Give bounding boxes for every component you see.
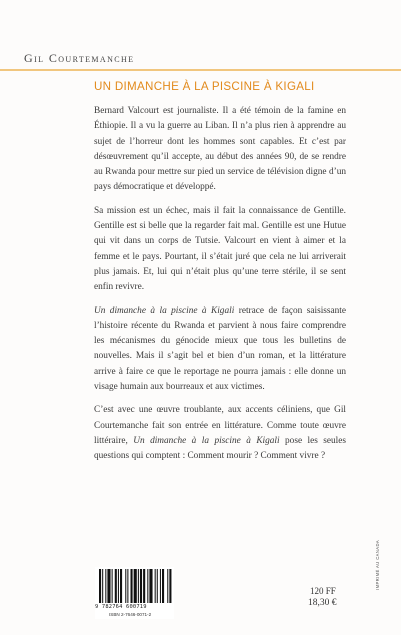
barcode-bar xyxy=(167,569,168,603)
blurb-paragraph-4 xyxy=(94,403,346,464)
author-name: Gil Courtemanche xyxy=(24,51,135,65)
price-francs: 120 FF xyxy=(310,586,336,596)
barcode-icon xyxy=(95,567,174,607)
barcode-bar xyxy=(99,569,101,603)
barcode-bar xyxy=(102,569,103,603)
barcode-digits: 9 782764 600719 xyxy=(95,604,147,610)
barcode-bar xyxy=(115,569,117,603)
blurb-paragraph-4-start: C’est avec une œuvre troublante, aux accents céliniens, que Gil Courtemanche fait son entrée en littérature. Comme toute œuvre littéraire, xyxy=(94,405,346,446)
barcode-bar xyxy=(127,569,128,603)
barcode-bar xyxy=(134,569,137,603)
blurb-paragraph-1: Bernard Valcourt est journaliste. Il a été témoin de la famine en Éthiopie. Il a vu la guerre au Liban. Il n’a plus rien à apprendre au sujet de l’horreur dont les hommes sont capables. Et c’est par désœuvrement qu’il accepte, au début des années 90, de se rendre au Rwanda pour mettre sur pied un service de télévision digne d’un pays démocratique et développé. xyxy=(94,106,346,193)
barcode-bar xyxy=(157,569,158,603)
blurb-title-italic: Un dimanche à la piscine à Kigali xyxy=(94,305,235,316)
barcode-block xyxy=(95,567,174,619)
blurb-paragraph-2: Sa mission est un échec, mais il fait la connaissance de Gentille. Gentille est si belle que la regarder fait mal. Gentille est une Hutue qui vit dans un corps de Tutsie. Valcourt en vient à aimer et la femme et le pays. Pourtant, il s’était juré que cela ne lui arriverait plus jamais. Et, lui qui n’était plus qu’une terre stérile, il se sent enfin revivre. xyxy=(94,205,346,293)
barcode-bar xyxy=(105,569,106,603)
barcode-bar xyxy=(162,569,164,603)
barcode-bar xyxy=(112,569,113,603)
barcode-bar xyxy=(107,569,110,603)
barcode-bar xyxy=(140,569,142,603)
barcode-bar xyxy=(169,569,171,603)
printed-in-label: IMPRIMÉ AU CANADA xyxy=(375,539,380,590)
barcode-bar xyxy=(155,569,156,603)
price-euros: 18,30 € xyxy=(308,598,337,608)
barcode-bar xyxy=(143,569,145,603)
barcode-bar xyxy=(149,569,152,603)
blurb-title-italic-2: Un dimanche à la piscine à Kigali xyxy=(133,435,280,446)
book-title: UN DIMANCHE À LA PISCINE À KIGALI xyxy=(94,80,315,93)
title-rule xyxy=(0,69,401,71)
blurb-paragraph-3 xyxy=(94,304,346,396)
isbn: ISBN 2-7646-0071-2 xyxy=(109,612,152,617)
barcode-bar xyxy=(125,569,126,603)
barcode-bar xyxy=(138,569,139,603)
blurb xyxy=(94,104,346,473)
blurb-paragraph-4-end: pose les seules questions qui comptent : Comment mourir ? Comment vivre ? xyxy=(94,435,347,462)
barcode-bar xyxy=(160,569,161,603)
barcode-bar xyxy=(147,569,148,603)
barcode-bar xyxy=(118,569,119,603)
blurb-paragraph-3-text: retrace de façon saisissante l’histoire récente du Rwanda et parvient à nous faire comprendre les mécanismes du génocide mieux que tous les bulletins de nouvelles. Mais il s’agit bel et bien d’un roman, et la littérature arrive à faire ce que le reportage ne pourra jamais : elle donne un visage humain aux bourreaux et aux victimes. xyxy=(94,305,347,393)
barcode-bar xyxy=(120,569,122,603)
barcode-bar xyxy=(131,569,133,603)
